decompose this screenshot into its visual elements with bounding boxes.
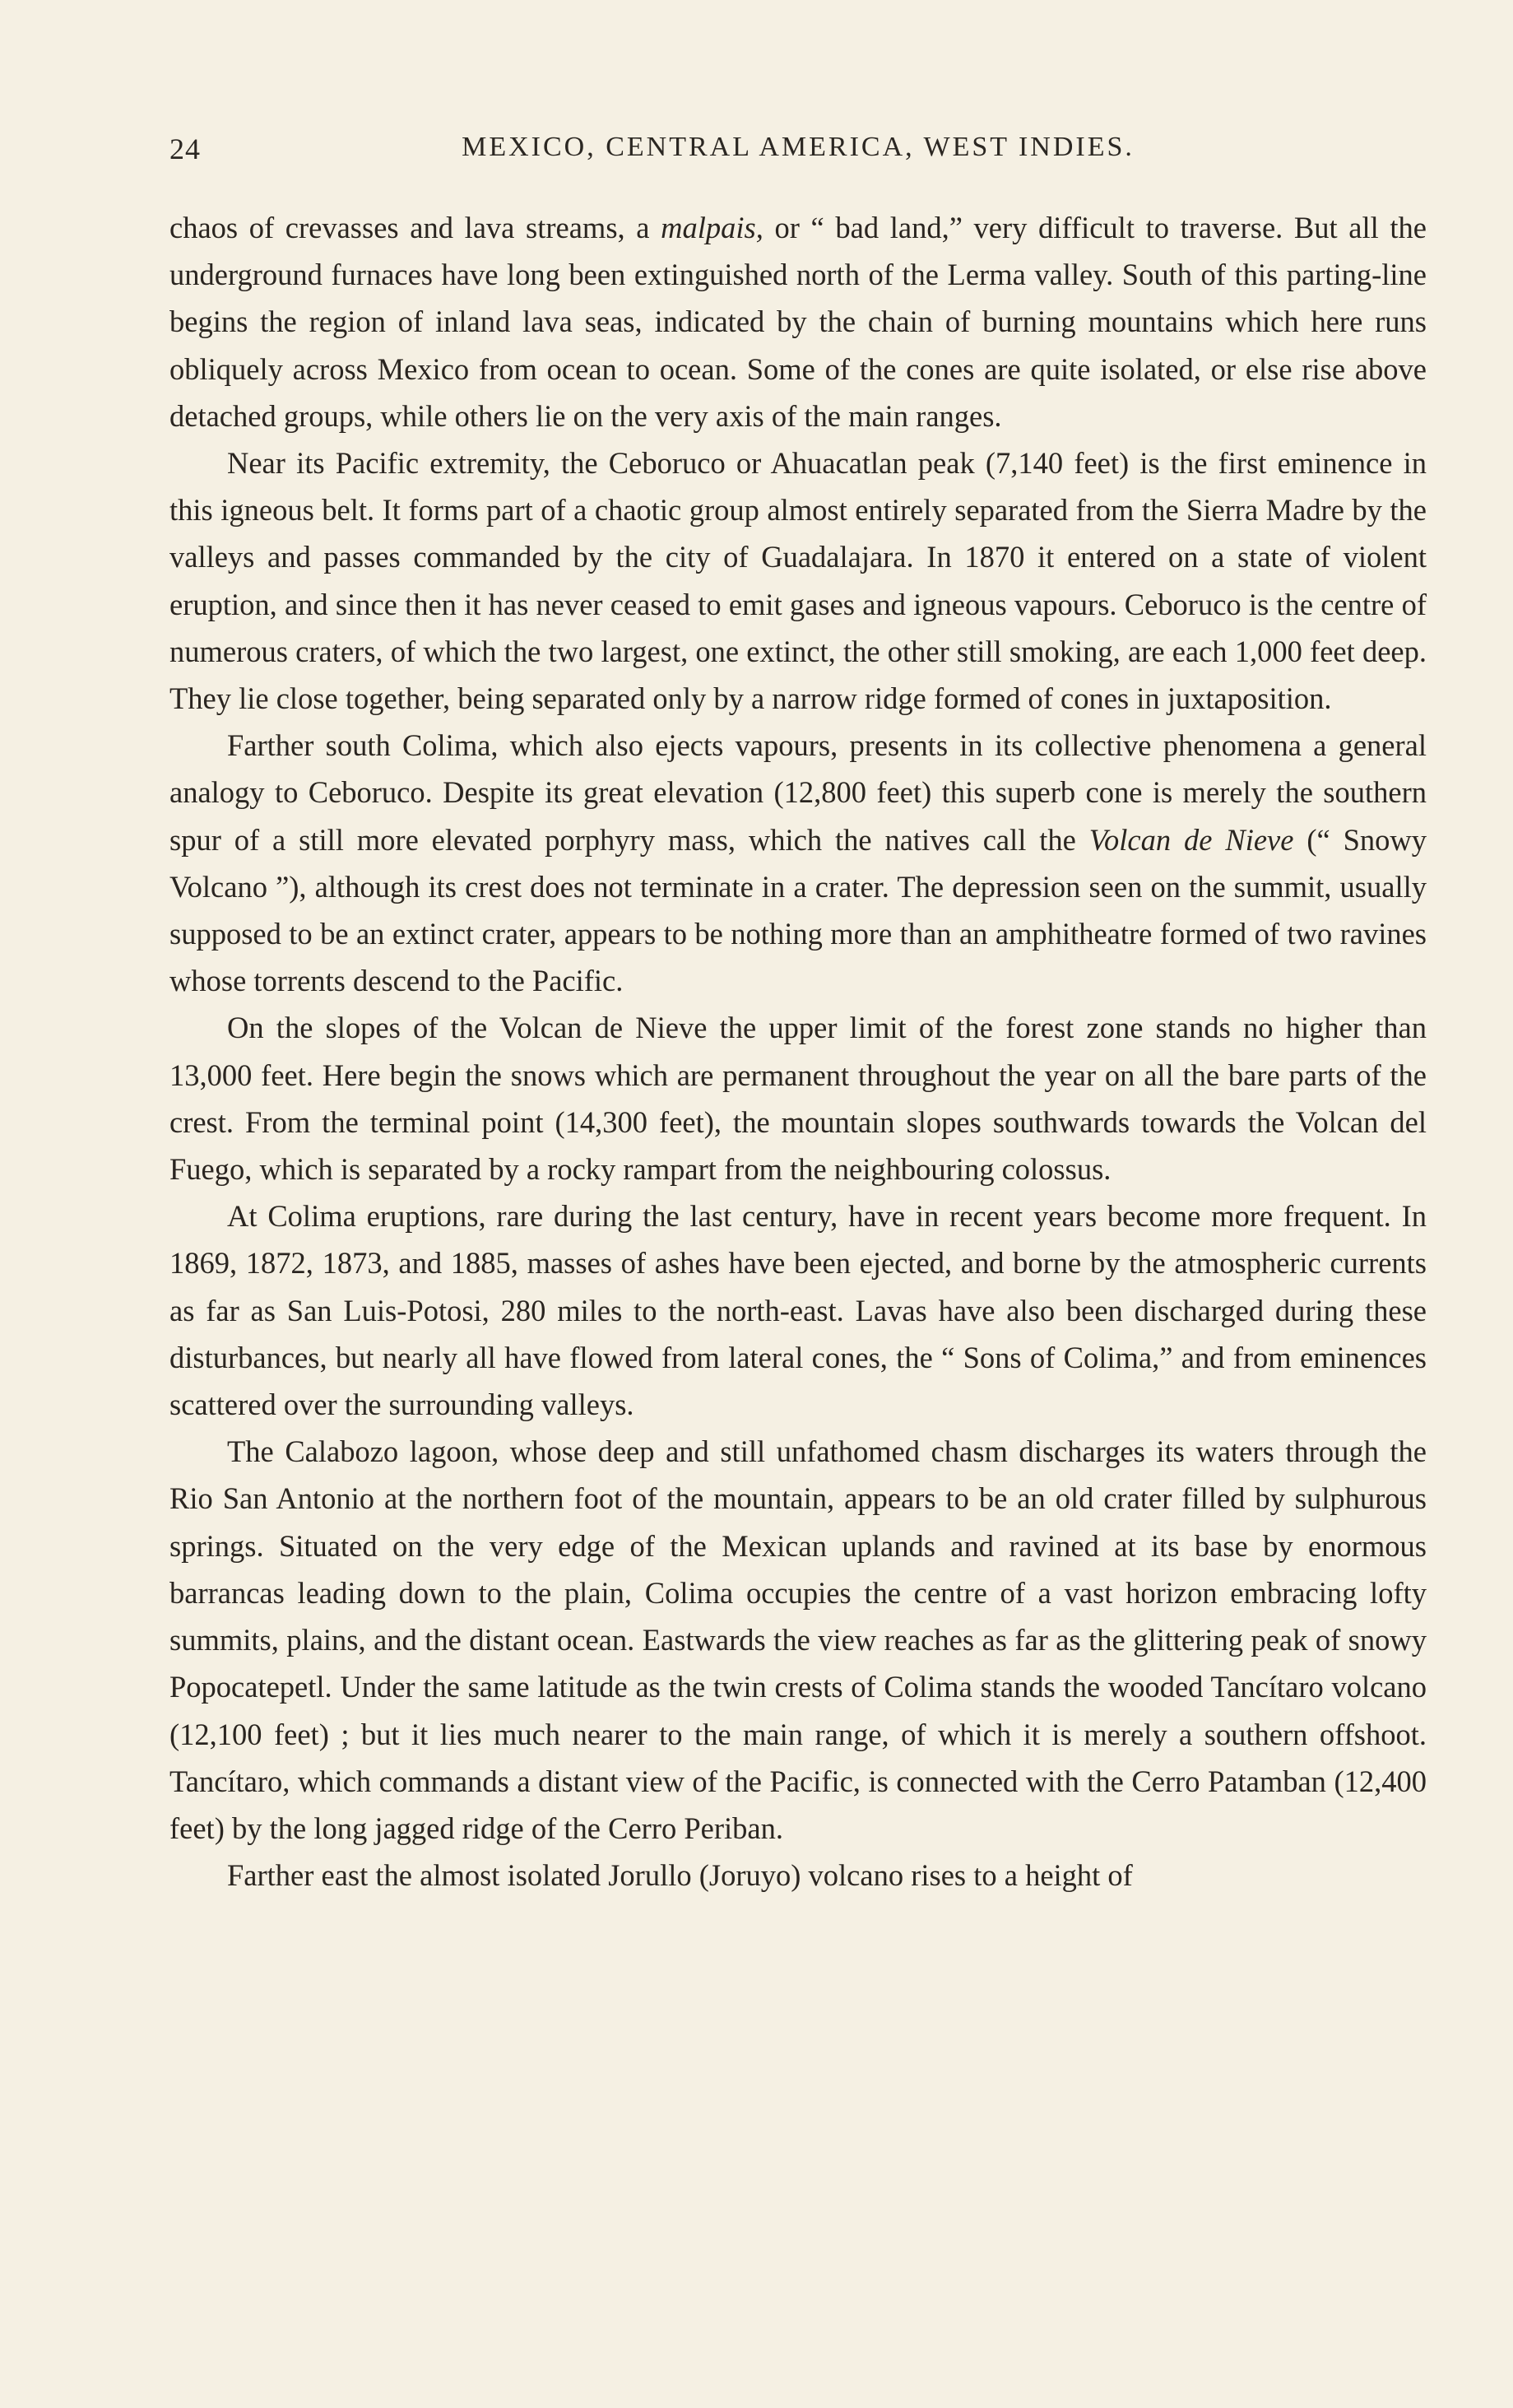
paragraph-1-text-end: or “ bad land,” very difficult to traverse. But all the underground furnaces have long been extinguished north of the Lerma valley. South of this parting-line begins the region of inland lava seas, indicated by the chain of burning mountains which here runs obliquely across Mexico from ocean to ocean. Some of the cones are quite isolated, or else rise above detached groups, while others lie on the very axis of the main ranges. — [169, 211, 1427, 433]
running-head: MEXICO, CENTRAL AMERICA, WEST INDIES. — [462, 132, 1135, 162]
paragraph-1 — [169, 204, 1427, 439]
paragraph-3 — [169, 722, 1427, 1004]
paragraph-4: On the slopes of the Volcan de Nieve the upper limit of the forest zone stands no higher than 13,000 feet. Here begin the snows which are permanent throughout the year on all the bare parts of the crest. From the terminal point (14,300 feet), the mountain slopes southwards towards the Volcan del Fuego, which is separated by a rocky rampart from the neighbouring colossus. — [169, 1011, 1427, 1187]
page-number: 24 — [169, 132, 201, 165]
paragraph-6: The Calabozo lagoon, whose deep and still unfathomed chasm discharges its waters through the Rio San Antonio at the northern foot of the mountain, appears to be an old crater filled by sulphurous springs. Situated on the very edge of the Mexican uplands and ravined at its base by enormous barrancas leading down to the plain, Colima occupies the centre of a vast horizon embracing lofty summits, plains, and the distant ocean. Eastwards the view reaches as far as the glittering peak of snowy Popocatepetl. Under the same latitude as the twin crests of Colima stands the wooded Tancítaro volcano (12,100 feet) ; but it lies much nearer to the main range, of which it is merely a southern offshoot. Tancítaro, which commands a distant view of the Pacific, is connected with the Cerro Patamban (12,400 feet) by the long jagged ridge of the Cerro Periban. — [169, 1434, 1427, 1845]
paragraph-1-text-start: chaos of crevasses and lava streams, a — [169, 211, 661, 244]
page-header — [169, 132, 1427, 173]
paragraph-2: Near its Pacific extremity, the Ceboruco or Ahuacatlan peak (7,140 feet) is the first eminence in this igneous belt. It forms part of a chaotic group almost entirely separated from the Sierra Madre by the valleys and passes commanded by the city of Guadalajara. In 1870 it entered on a state of violent eruption, and since then it has never ceased to emit gases and igneous vapours. Ceboruco is the centre of numerous craters, of which the two largest, one extinct, the other still smoking, are each 1,000 feet deep. They lie close together, being separated only by a narrow ridge formed of cones in juxtaposition. — [169, 446, 1427, 716]
paragraph-5: At Colima eruptions, rare during the last century, have in recent years become more frequent. In 1869, 1872, 1873, and 1885, masses of ashes have been ejected, and borne by the atmospheric currents as far as San Luis-Potosi, 280 miles to the north-east. Lavas have also been discharged during these disturbances, but nearly all have flowed from lateral cones, the “ Sons of Colima,” and from eminences scattered over the surrounding valleys. — [169, 1199, 1427, 1422]
italic-malpais: malpais, — [661, 211, 763, 244]
paragraph-7: Farther east the almost isolated Jorullo (Joruyo) volcano rises to a height of — [227, 1858, 1133, 1893]
body-text — [169, 204, 1427, 1899]
paragraph-3-text-start: Farther south Colima, which also ejects vapours, presents in its collective phenomena a general analogy to Ceboruco. Despite its great elevation (12,800 feet) this superb cone is merely the southern spur of a still more elevated porphyry mass, which the natives call the — [169, 728, 1427, 857]
italic-volcan-de-nieve: Volcan de Nieve — [1088, 822, 1294, 857]
paragraph-3-text-end: (“ Snowy Volcano ”), although its crest does not terminate in a crater. The depression seen on the summit, usually supposed to be an extinct crater, appears to be nothing more than an amphitheatre formed of two ravines whose torrents descend to the Pacific. — [169, 822, 1427, 998]
